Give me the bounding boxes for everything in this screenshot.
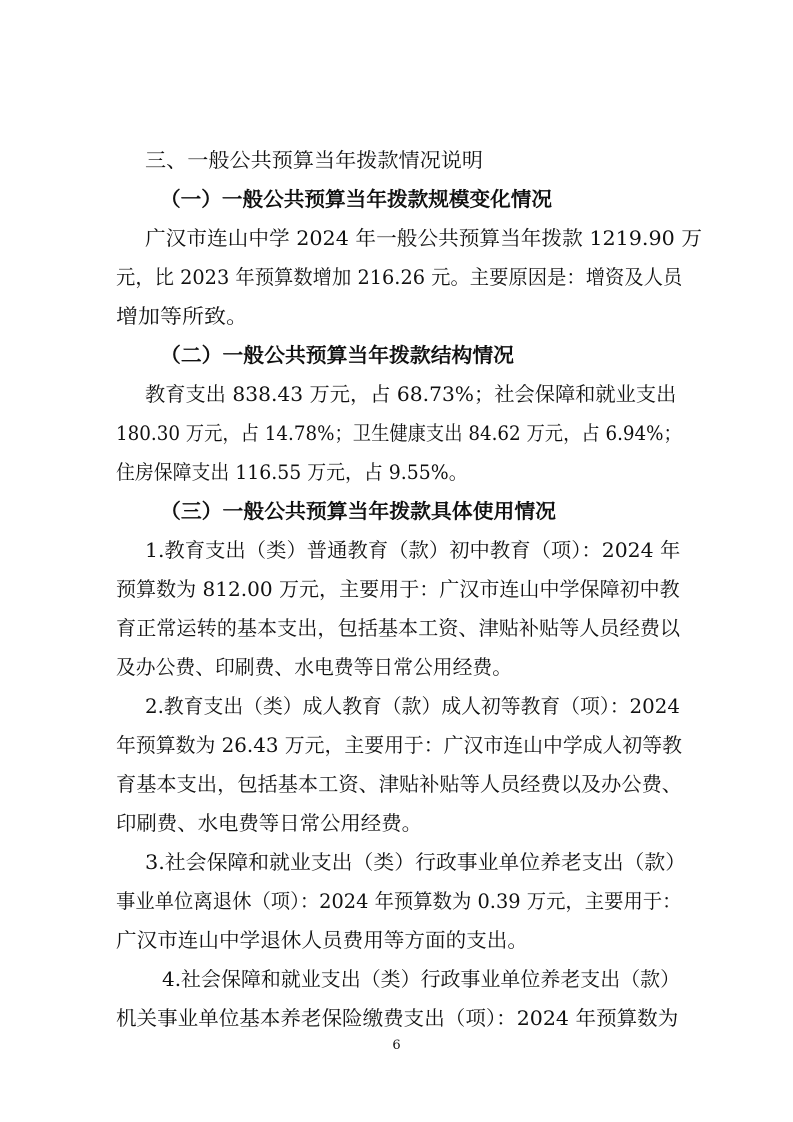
item1-line-3: 育正常运转的基本支出，包括基本工资、津贴补贴等人员经费以: [116, 616, 680, 640]
sub1-line-3: 增加等所致。: [116, 304, 248, 328]
sub1-heading: （一）一般公共预算当年拨款规模变化情况: [160, 187, 552, 211]
sub1-line-2: 元，比 2023 年预算数增加 216.26 元。主要原因是：增资及人员: [116, 265, 683, 289]
item3-line-3: 广汉市连山中学退休人员费用等方面的支出。: [116, 928, 528, 952]
page-number: 6: [392, 1038, 401, 1053]
item2-line-3: 育基本支出，包括基本工资、津贴补贴等人员经费以及办公费、: [116, 772, 682, 796]
item3-line-1: 3.社会保障和就业支出（类）行政事业单位养老支出（款）: [145, 850, 687, 874]
sub3-heading: （三）一般公共预算当年拨款具体使用情况: [160, 499, 556, 523]
item1-line-1: 1.教育支出（类）普通教育（款）初中教育（项）：2024 年: [145, 538, 681, 562]
item4-line-1: 4.社会保障和就业支出（类）行政事业单位养老支出（款）: [162, 967, 681, 991]
sub2-line-2: 180.30 万元，占 14.78%；卫生健康支出 84.62 万元，占 6.94%；: [116, 421, 682, 445]
item2-line-2: 年预算数为 26.43 万元，主要用于：广汉市连山中学成人初等教: [116, 733, 682, 757]
item4-line-2: 机关事业单位基本养老保险缴费支出（项）：2024 年预算数为: [116, 1006, 679, 1030]
section-title: 三、一般公共预算当年拨款情况说明: [145, 148, 483, 172]
sub1-line-1: 广汉市连山中学 2024 年一般公共预算当年拨款 1219.90 万: [145, 226, 703, 250]
item1-line-4: 及办公费、印刷费、水电费等日常公用经费。: [116, 655, 512, 679]
item1-line-2: 预算数为 812.00 万元，主要用于：广汉市连山中学保障初中教: [116, 577, 680, 601]
sub2-heading: （二）一般公共预算当年拨款结构情况: [160, 343, 514, 367]
sub2-line-3: 住房保障支出 116.55 万元，占 9.55%。: [116, 460, 468, 484]
sub2-line-1: 教育支出 838.43 万元，占 68.73%；社会保障和就业支出: [145, 382, 677, 406]
item2-line-4: 印刷费、水电费等日常公用经费。: [116, 811, 422, 835]
item2-line-1: 2.教育支出（类）成人教育（款）成人初等教育（项）：2024: [145, 694, 680, 718]
item3-line-2: 事业单位离退休（项）：2024 年预算数为 0.39 万元，主要用于：: [116, 889, 682, 913]
